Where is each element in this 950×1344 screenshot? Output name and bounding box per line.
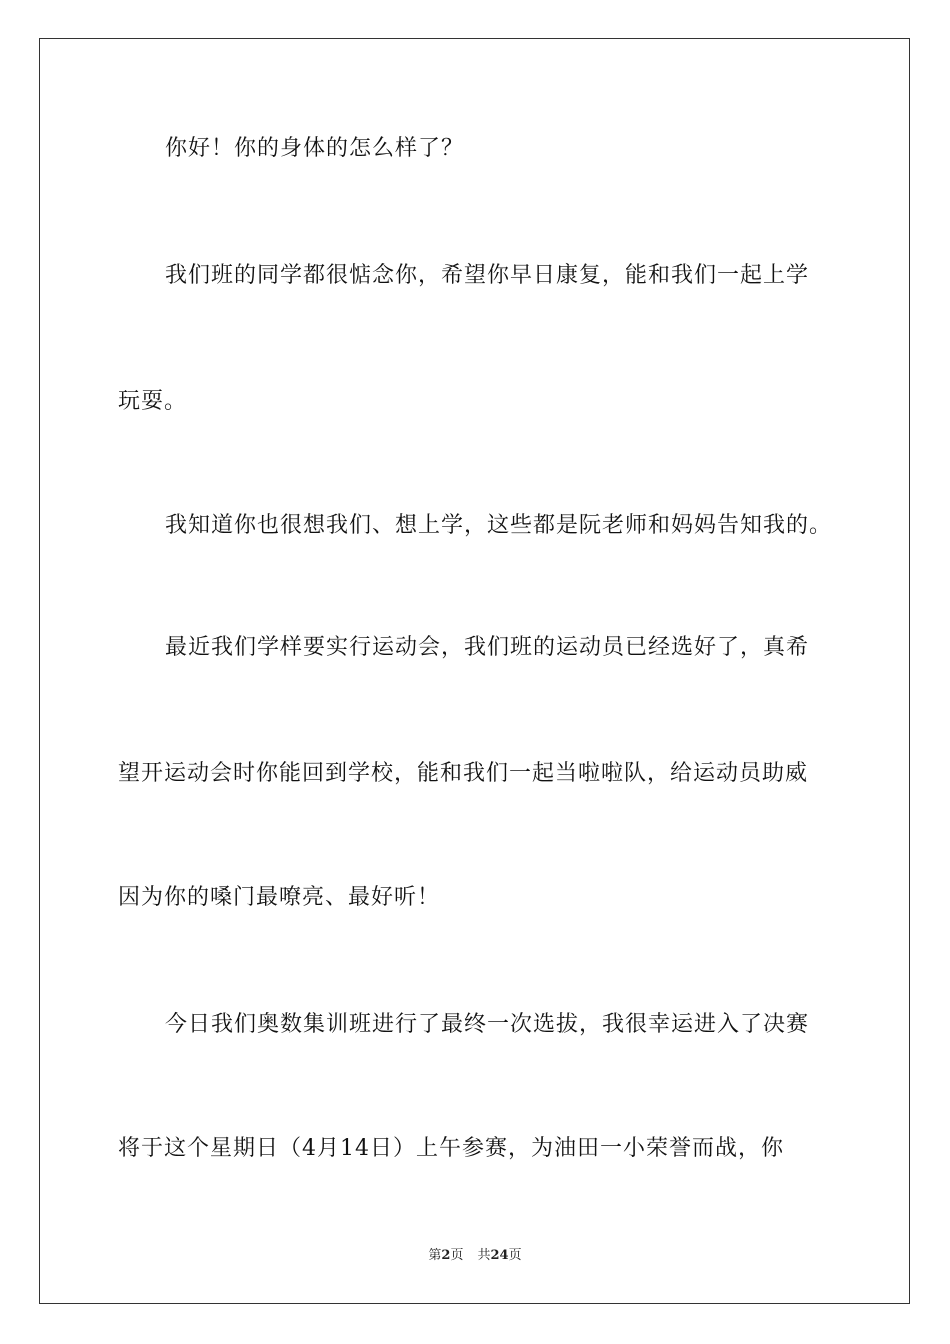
footer-page-number: 2 bbox=[441, 1248, 451, 1263]
page-border bbox=[39, 38, 910, 1304]
paragraph-line-7: 因为你的嗓门最嘹亮、最好听！ bbox=[118, 885, 441, 910]
paragraph-line-8: 今日我们奥数集训班进行了最终一次选拔，我很幸运进入了决赛 bbox=[165, 1012, 810, 1037]
footer-page-prefix: 第 bbox=[428, 1248, 442, 1263]
footer-page-suffix: 页 bbox=[450, 1248, 464, 1263]
footer-total-pages: 24 bbox=[490, 1248, 509, 1263]
paragraph-line-5: 最近我们学样要实行运动会，我们班的运动员已经选好了，真希 bbox=[165, 635, 810, 660]
page-footer bbox=[0, 1247, 950, 1265]
paragraph-line-1: 你好！你的身体的怎么样了？ bbox=[165, 136, 465, 161]
footer-total-prefix: 共 bbox=[477, 1248, 491, 1263]
paragraph-line-3: 玩耍。 bbox=[118, 389, 188, 414]
footer-total-suffix: 页 bbox=[508, 1248, 522, 1263]
paragraph-line-9: 将于这个星期日（4月14日）上午参赛，为油田一小荣誉而战，你 bbox=[118, 1136, 784, 1161]
paragraph-line-4: 我知道你也很想我们、想上学，这些都是阮老师和妈妈告知我的。 bbox=[165, 513, 833, 538]
paragraph-line-6: 望开运动会时你能回到学校，能和我们一起当啦啦队，给运动员助威 bbox=[118, 761, 809, 786]
paragraph-line-2: 我们班的同学都很惦念你，希望你早日康复，能和我们一起上学 bbox=[165, 263, 810, 288]
